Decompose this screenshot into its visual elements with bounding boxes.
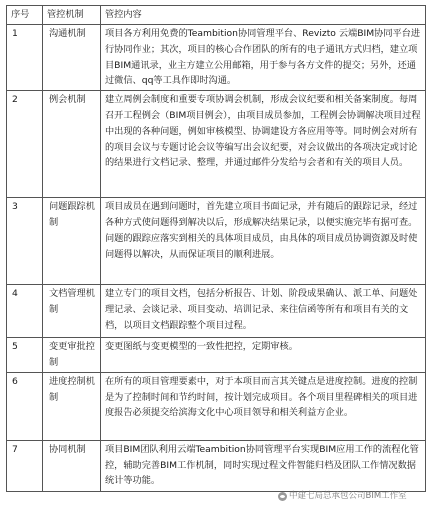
row-number: 7 <box>7 440 43 491</box>
table-row <box>7 25 426 91</box>
row-mechanism: 例会机制 <box>43 91 101 198</box>
row-content: 项目成员在遇到问题时，首先建立项目书面记录，并有随后的跟踪记录，经过各种方式使问题得到解决以后，形成解决结果记录，以便实施完毕有据可查。问题的跟踪应落实到相关的具体项目成员，由具体的项目成员协调资源及时使问题得以解决，从而保证项目的顺利进展。 <box>101 198 426 285</box>
header-content: 管控内容 <box>101 6 426 25</box>
row-mechanism: 沟通机制 <box>43 25 101 91</box>
row-content: 项目各方利用免费的Teambition协同管理平台、Revizto 云端BIM协同平台进行协同作业；其次，项目的核心合作团队的所有的电子通讯方式归档，建立项目BIM通讯录，业主方建立公用邮箱，用于参与各方文件的提交；另外，还通过微信、qq等工具作即时沟通。 <box>101 25 426 91</box>
row-mechanism: 文档管理机制 <box>43 285 101 338</box>
row-number: 6 <box>7 372 43 440</box>
table-row <box>7 91 426 198</box>
row-content: 建立周例会制度和重要专项协调会机制，形成会议纪要和相关备案制度。每周召开工程例会（BIM项目例会），由项目成员参加，工程例会协调解决项目过程中出现的各种问题，例如审核模型、协调建设方各应用等等。同时例会对所有的项目会议与专题讨论会议等编写出会议纪要，对会议做出的各项决定或讨论的结果进行文档记录、整理，并通过邮件分发给与会者和有关的项目人员。 <box>101 91 426 198</box>
table-row <box>7 372 426 440</box>
row-mechanism: 问题跟踪机制 <box>43 198 101 285</box>
document-page <box>6 5 425 492</box>
table-header-row <box>7 6 426 25</box>
row-number: 3 <box>7 198 43 285</box>
table-row <box>7 285 426 338</box>
row-number: 2 <box>7 91 43 198</box>
row-number: 4 <box>7 285 43 338</box>
row-number: 1 <box>7 25 43 91</box>
row-content: 变更图纸与变更模型的一致性把控，定期审核。 <box>101 338 426 373</box>
wechat-icon <box>278 492 287 501</box>
row-content: 建立专门的项目文档，包括分析报告、计划、阶段成果确认、派工单、问题处理记录、会谈记录、项目变动、培训记录、来往信函等所有和项目有关的文档，以项目文档跟踪整个项目过程。 <box>101 285 426 338</box>
table-row <box>7 440 426 491</box>
row-mechanism: 变更审批控制 <box>43 338 101 373</box>
table-row <box>7 198 426 285</box>
row-content: 在所有的项目管理要素中，对于本项目而言其关键点是进度控制。进度的控制是为了控制时间和节约时间，按计划完成项目。各个项目里程碑相关的项目进度报告必须提交给滨海文化中心项目领导和相关利益方企业。 <box>101 372 426 440</box>
row-mechanism: 协同机制 <box>43 440 101 491</box>
header-mechanism: 管控机制 <box>43 6 101 25</box>
row-number: 5 <box>7 338 43 373</box>
row-content: 项目BIM团队利用云端Teambition协同管理平台实现BIM应用工作的流程化管控，辅助完善BIM工作机制，同时实现过程文件智能归档及团队工作情况数据统计等功能。 <box>101 440 426 491</box>
watermark-text: 中建七局总承包公司BIM工作室 <box>289 491 407 501</box>
management-mechanism-table <box>6 5 426 492</box>
header-number: 序号 <box>7 6 43 25</box>
table-row <box>7 338 426 373</box>
row-mechanism: 进度控制机制 <box>43 372 101 440</box>
watermark <box>278 491 407 502</box>
